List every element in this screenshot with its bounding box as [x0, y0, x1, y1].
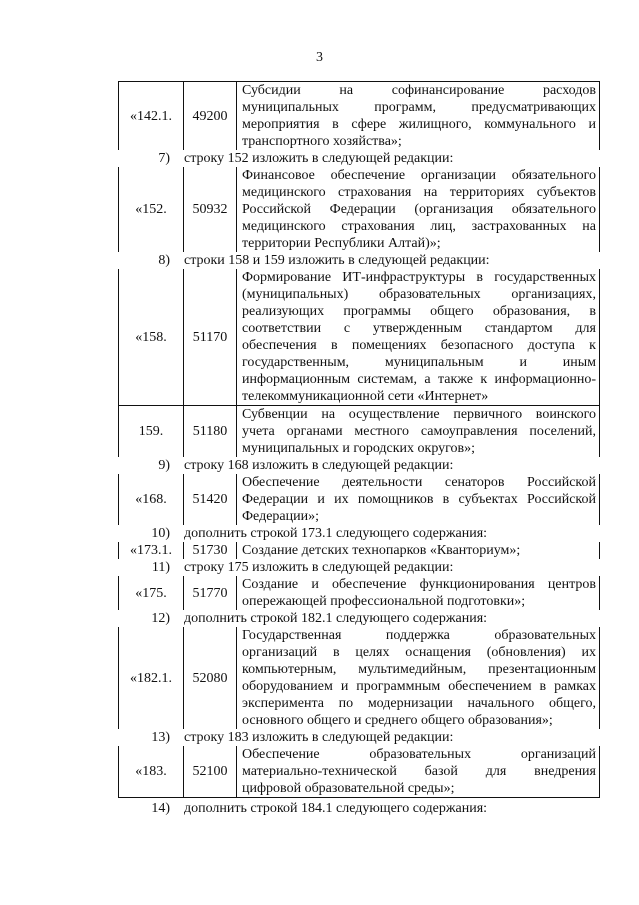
table-row [118, 575, 600, 611]
amendment-instruction [118, 559, 600, 576]
table-row [118, 473, 600, 526]
row-description-cell [237, 82, 599, 150]
row-code-cell: «168. [119, 474, 184, 525]
row-description-cell [237, 474, 599, 525]
description-line: Обеспечение образовательных организаций [242, 747, 596, 762]
description-line: телекоммуникационной сети «Интернет» [242, 389, 489, 404]
instruction-number: 10) [151, 526, 170, 541]
table-row [118, 405, 600, 458]
description-line: Создание детских технопарков «Кванториум»; [242, 543, 521, 558]
row-number-cell: 51170 [184, 269, 237, 405]
row-code-cell: «183. [119, 746, 184, 797]
row-description-cell [237, 542, 599, 559]
instruction-number: 7) [158, 151, 170, 166]
description-line: государственным, муниципальным и иным [242, 355, 596, 370]
description-line: обеспечения в помещениях безопасного доступа к [242, 338, 596, 353]
description-line: муниципальных и городских округов»; [242, 441, 476, 456]
row-description-cell [237, 746, 599, 797]
instruction-number: 13) [151, 730, 170, 745]
instruction-text: строки 158 и 159 изложить в следующей редакции: [184, 253, 490, 268]
amendment-instruction [118, 457, 600, 474]
description-line: Федерации»; [242, 509, 320, 524]
description-line: медицинского страхования лиц, застрахованных на [242, 219, 596, 234]
description-line: компьютерным, мультимедийным, презентационным [242, 662, 596, 677]
instruction-number: 9) [158, 458, 170, 473]
instruction-text: строку 175 изложить в следующей редакции: [184, 560, 454, 575]
instruction-text: дополнить строкой 182.1 следующего содержания: [184, 611, 488, 626]
description-line: цифровой образовательной среды»; [242, 781, 455, 796]
row-code-cell: «142.1. [119, 82, 184, 150]
row-description-cell [237, 406, 599, 457]
row-code-cell: «175. [119, 576, 184, 610]
table-row [118, 268, 600, 406]
instruction-text: дополнить строкой 184.1 следующего содержания: [184, 801, 488, 816]
row-description-cell [237, 269, 599, 405]
description-line: территории Республики Алтай)»; [242, 236, 441, 251]
description-line: Российской Федерации (организация обязательного [242, 202, 596, 217]
description-line: Субсидии на софинансирование расходов [242, 83, 596, 98]
row-number-cell: 52100 [184, 746, 237, 797]
row-code-cell: «152. [119, 167, 184, 252]
table-row [118, 541, 600, 560]
description-line: Обеспечение деятельности сенаторов Российской [242, 475, 596, 490]
row-code-cell: «173.1. [119, 542, 184, 559]
description-line: Субвенции на осуществление первичного воинского [242, 407, 596, 422]
row-number-cell: 52080 [184, 627, 237, 729]
description-line: Федерации и их помощников в субъектах Российской [242, 492, 596, 507]
amendment-instruction [118, 800, 600, 817]
instruction-number: 8) [158, 253, 170, 268]
instruction-text: строку 168 изложить в следующей редакции: [184, 458, 454, 473]
row-description-cell [237, 627, 599, 729]
row-description-cell [237, 167, 599, 252]
row-number-cell: 51180 [184, 406, 237, 457]
description-line: Финансовое обеспечение организации обязательного [242, 168, 596, 183]
description-line: Создание и обеспечение функционирования центров [242, 577, 596, 592]
description-line: опережающей профессиональной подготовки»; [242, 594, 526, 609]
description-line: (муниципальных) образовательных организациях, [242, 287, 596, 302]
row-number-cell: 51730 [184, 542, 237, 559]
instruction-number: 11) [151, 560, 170, 575]
document-body [118, 82, 600, 817]
instruction-number: 14) [151, 801, 170, 816]
row-code-cell: «158. [119, 269, 184, 405]
row-number-cell: 51770 [184, 576, 237, 610]
row-description-cell [237, 576, 599, 610]
row-code-cell: 159. [119, 406, 184, 457]
row-number-cell: 50932 [184, 167, 237, 252]
amendment-instruction [118, 729, 600, 746]
description-line: оборудованием и программным обеспечением в рамках [242, 679, 596, 694]
page-number: 3 [316, 50, 323, 65]
table-row [118, 626, 600, 730]
instruction-text: строку 152 изложить в следующей редакции: [184, 151, 454, 166]
amendment-instruction [118, 525, 600, 542]
description-line: реализующих программы общего образования, в [242, 304, 596, 319]
instruction-number: 12) [151, 611, 170, 626]
description-line: организаций в целях оснащения (обновления) их [242, 645, 596, 660]
instruction-text: строку 183 изложить в следующей редакции: [184, 730, 454, 745]
amendment-instruction [118, 150, 600, 167]
description-line: Формирование ИТ-инфраструктуры в государственных [242, 270, 596, 285]
row-number-cell: 51420 [184, 474, 237, 525]
amendment-instruction [118, 610, 600, 627]
description-line: Государственная поддержка образовательных [242, 628, 596, 643]
description-line: материально-технической базой для внедрения [242, 764, 596, 779]
table-row [118, 166, 600, 253]
instruction-text: дополнить строкой 173.1 следующего содержания: [184, 526, 488, 541]
row-code-cell: «182.1. [119, 627, 184, 729]
amendment-instruction [118, 252, 600, 269]
description-line: транспортного хозяйства»; [242, 134, 402, 149]
description-line: мероприятия в сфере жилищного, коммунального и [242, 117, 596, 132]
table-row [118, 745, 600, 798]
description-line: медицинского страхования на территориях субъектов [242, 185, 596, 200]
description-line: соответствии с утвержденным стандартом для [242, 321, 596, 336]
row-number-cell: 49200 [184, 82, 237, 150]
description-line: муниципальных программ, предусматривающих [242, 100, 596, 115]
description-line: учета органами местного самоуправления поселений, [242, 424, 596, 439]
table-row [118, 81, 600, 151]
description-line: основного общего и среднего общего образования»; [242, 713, 553, 728]
description-line: информационным системам, а также к информационно- [242, 372, 596, 387]
description-line: эксперимента по модернизации начального общего, [242, 696, 596, 711]
